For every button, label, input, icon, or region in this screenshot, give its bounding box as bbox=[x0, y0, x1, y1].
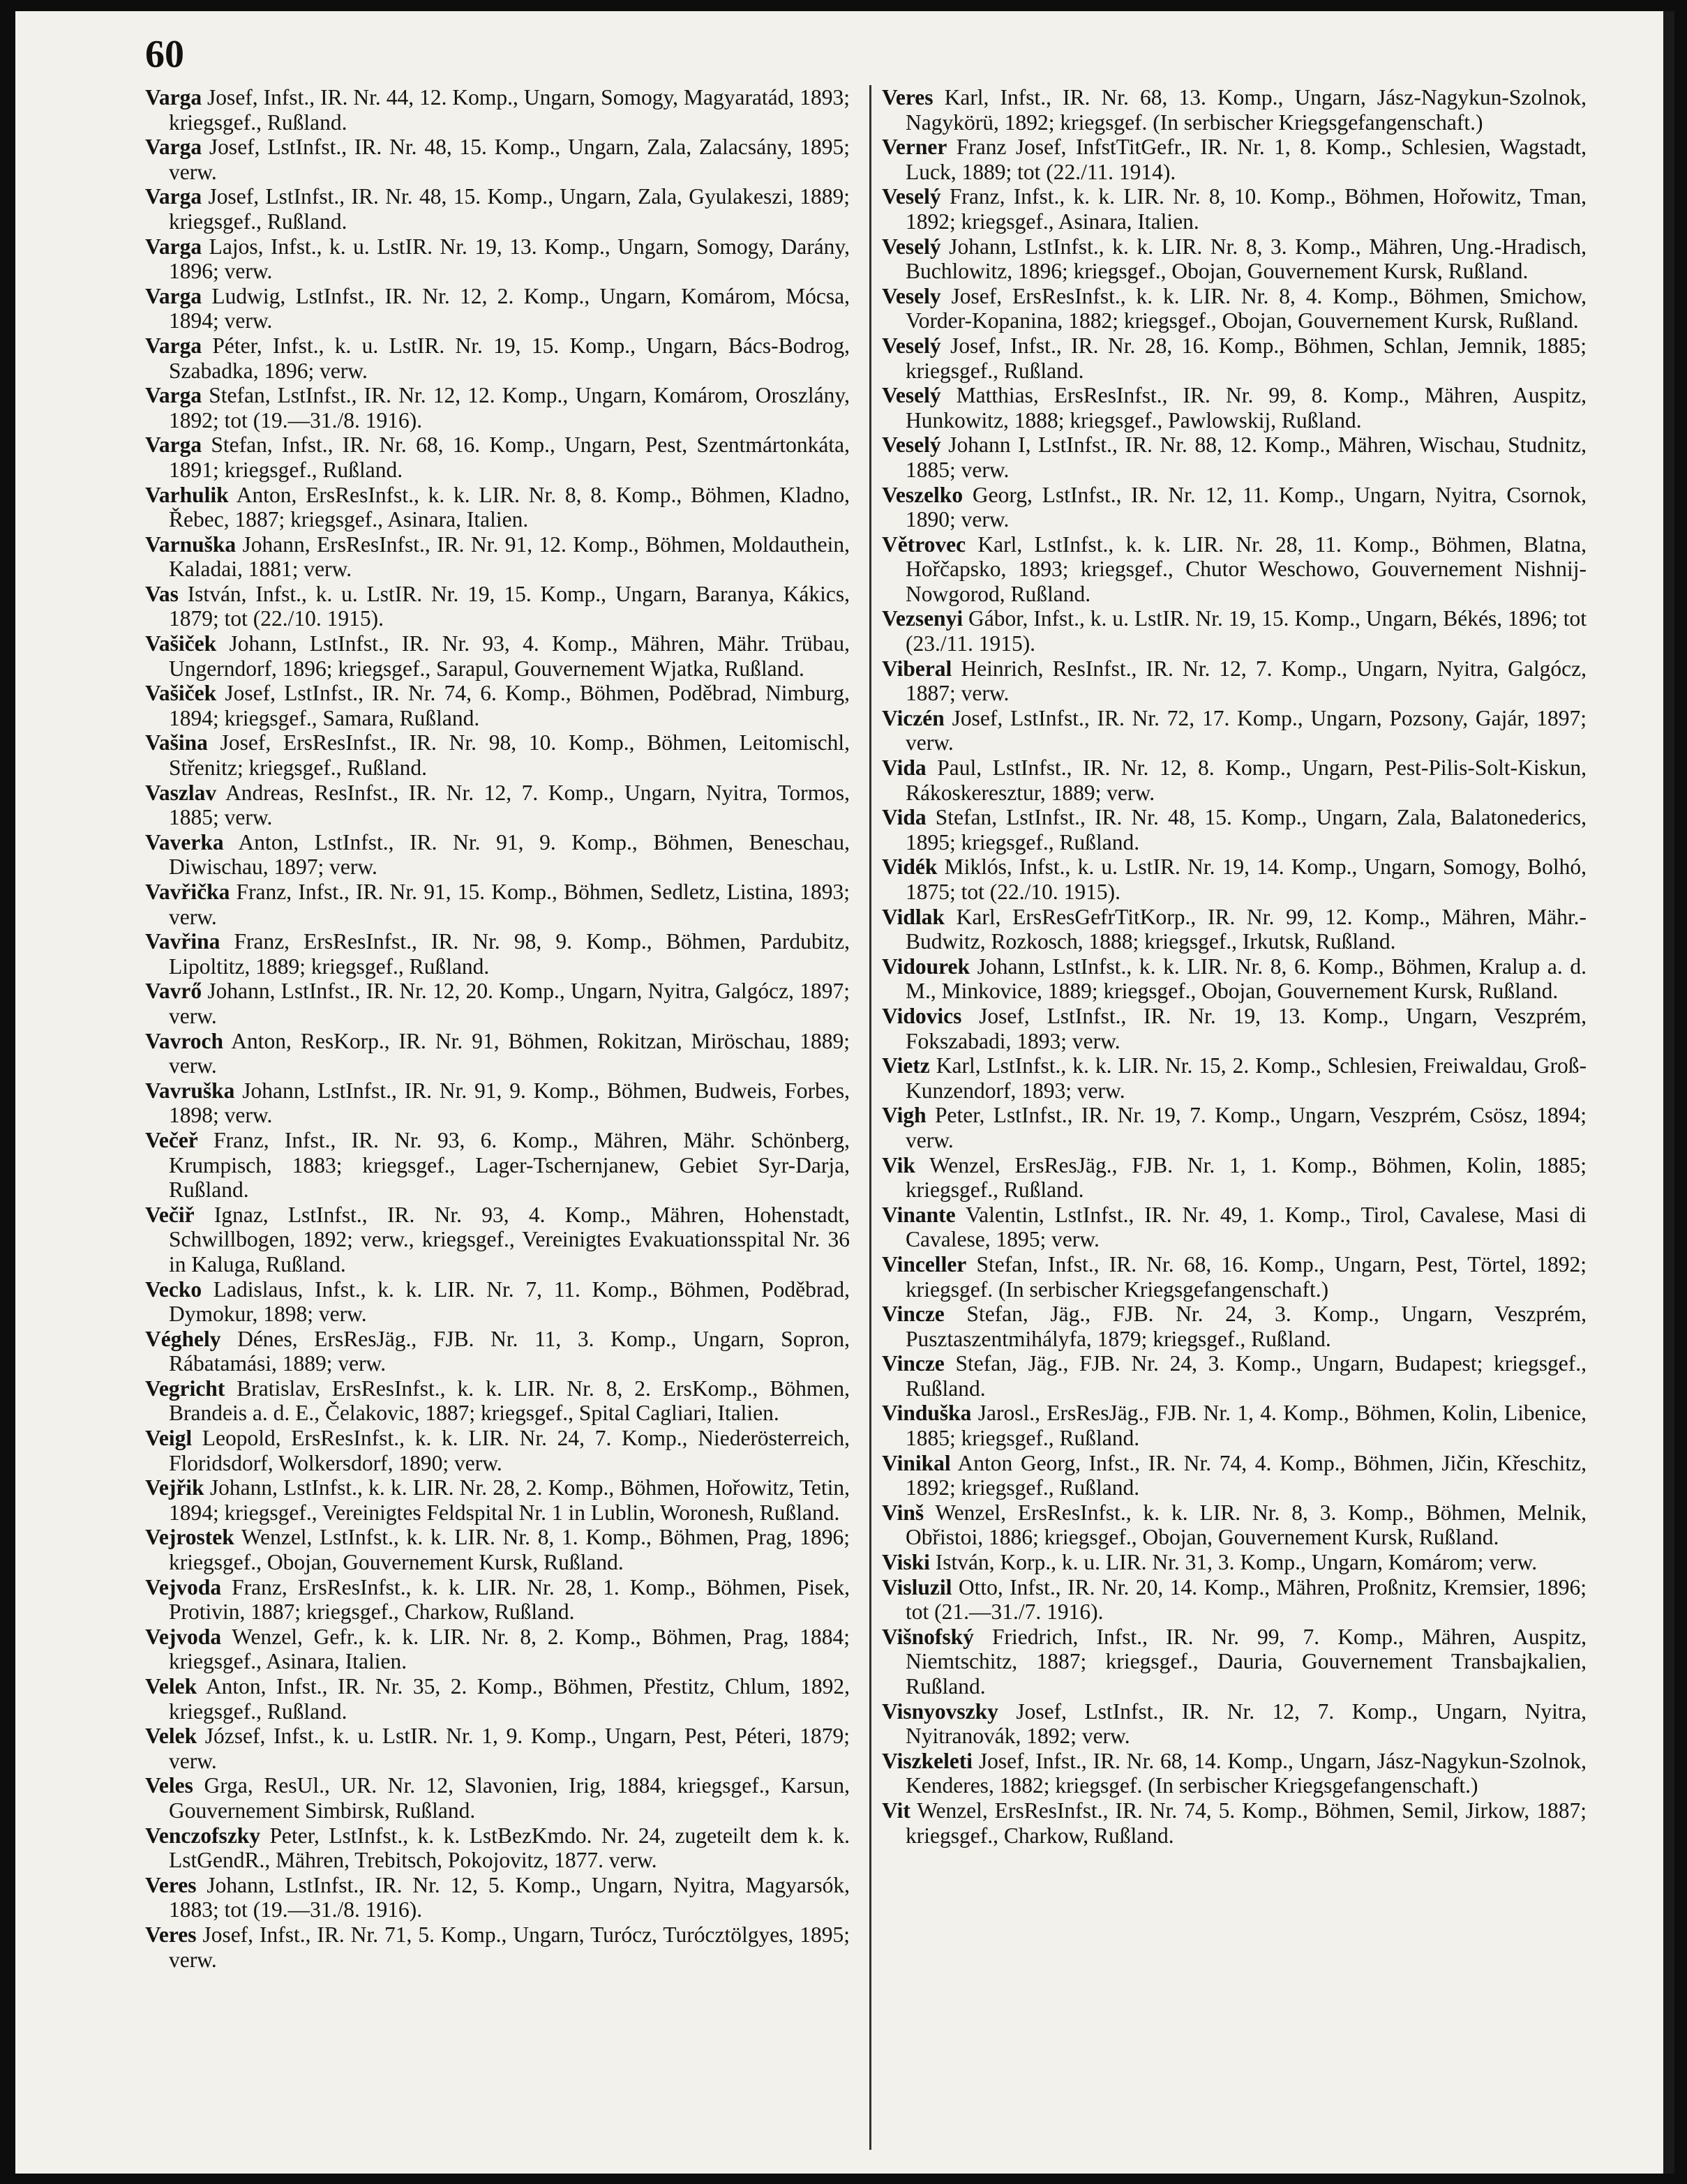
register-entry bbox=[882, 805, 1587, 854]
entry-details: Josef, ErsResInfst., k. k. LIR. Nr. 8, 4. Komp., Böhmen, Smichow, Vorder-Kopanina, 1882; kriegsgef., Obojan, Gouvernement Kursk, Rußland. bbox=[906, 283, 1587, 333]
register-entry bbox=[882, 135, 1587, 184]
entry-surname: Veselý bbox=[882, 184, 941, 209]
entry-details: Paul, LstInfst., IR. Nr. 12, 8. Komp., Ungarn, Pest-Pilis-Solt-Kiskun, Rákoskeresztur, 1889; verw. bbox=[906, 755, 1587, 805]
register-entry bbox=[882, 1103, 1587, 1152]
register-entry bbox=[145, 1674, 850, 1724]
entry-details: Franz, ErsResInfst., k. k. LIR. Nr. 28, 1. Komp., Böhmen, Pisek, Protivin, 1887; kriegsgef., Charkow, Rußland. bbox=[169, 1574, 850, 1625]
register-entry bbox=[145, 333, 850, 383]
entry-surname: Vavřina bbox=[145, 929, 220, 954]
entry-details: Matthias, ErsResInfst., IR. Nr. 99, 8. Komp., Mähren, Auspitz, Hunkowitz, 1888; kriegsgef., Pawlowskij, Rußland. bbox=[906, 383, 1587, 432]
register-entry bbox=[882, 1699, 1587, 1749]
register-entry bbox=[882, 706, 1587, 755]
entry-details: Karl, LstInfst., k. k. LIR. Nr. 15, 2. Komp., Schlesien, Freiwaldau, Groß-Kunzendorf, 1893; verw. bbox=[906, 1053, 1587, 1103]
entry-details: Valentin, LstInfst., IR. Nr. 49, 1. Komp., Tirol, Cavalese, Masi di Cavalese, 1895; verw. bbox=[906, 1202, 1587, 1252]
register-entry bbox=[145, 135, 850, 184]
entry-details: Heinrich, ResInfst., IR. Nr. 12, 7. Komp., Ungarn, Nyitra, Galgócz, 1887; verw. bbox=[906, 656, 1587, 706]
entry-surname: Viberal bbox=[882, 656, 952, 681]
entry-details: Josef, LstInfst., IR. Nr. 74, 6. Komp., Böhmen, Poděbrad, Nimburg, 1894; kriegsgef., Samara, Rußland. bbox=[169, 681, 850, 730]
entry-surname: Vecko bbox=[145, 1276, 202, 1302]
entry-surname: Varga bbox=[145, 432, 202, 458]
entry-surname: Vezsenyi bbox=[882, 606, 964, 631]
entry-surname: Vašina bbox=[145, 730, 208, 755]
entry-details: Grga, ResUl., UR. Nr. 12, Slavonien, Irig, 1884, kriegsgef., Karsun, Gouvernement Simbirsk, Rußland. bbox=[169, 1773, 850, 1823]
entry-surname: Vida bbox=[882, 755, 927, 781]
register-entry bbox=[145, 1922, 850, 1972]
entry-details: Stefan, Jäg., FJB. Nr. 24, 3. Komp., Ungarn, Veszprém, Pusztaszentmihályfa, 1879; kriegsgef., Rußland. bbox=[906, 1302, 1587, 1351]
entry-details: Johann I, LstInfst., IR. Nr. 88, 12. Komp., Mähren, Wischau, Studnitz, 1885; verw. bbox=[906, 432, 1587, 482]
register-entry bbox=[882, 1004, 1587, 1053]
entry-surname: Vidlak bbox=[882, 904, 945, 929]
entry-details: Josef, LstInfst., IR. Nr. 12, 7. Komp., Ungarn, Nyitra, Nyitranovák, 1892; verw. bbox=[906, 1699, 1587, 1749]
entry-details: Josef, LstInfst., IR. Nr. 48, 15. Komp., Ungarn, Zala, Zalacsány, 1895; verw. bbox=[169, 135, 850, 184]
register-entry bbox=[145, 1128, 850, 1203]
entry-surname: Vietz bbox=[882, 1053, 930, 1078]
entry-surname: Veszelko bbox=[882, 482, 964, 507]
entry-surname: Varga bbox=[145, 333, 202, 358]
entry-details: Anton, Infst., IR. Nr. 35, 2. Komp., Böhmen, Přestitz, Chlum, 1892, kriegsgef., Rußland. bbox=[169, 1674, 850, 1724]
entry-surname: Vit bbox=[882, 1798, 910, 1823]
register-entry bbox=[882, 1451, 1587, 1500]
entry-details: Stefan, LstInfst., IR. Nr. 12, 12. Komp., Ungarn, Komárom, Oroszlány, 1892; tot (19.—31./8. 1916). bbox=[169, 383, 850, 432]
entry-surname: Vigh bbox=[882, 1103, 927, 1128]
entry-details: Miklós, Infst., k. u. LstIR. Nr. 19, 14. Komp., Ungarn, Somogy, Bolhó, 1875; tot (22./10. 1915). bbox=[906, 854, 1587, 904]
entry-surname: Varga bbox=[145, 85, 202, 110]
register-entry bbox=[145, 1724, 850, 1773]
entry-details: Gábor, Infst., k. u. LstIR. Nr. 19, 15. Komp., Ungarn, Békés, 1896; tot (23./11. 1915). bbox=[906, 606, 1587, 656]
register-entry bbox=[145, 284, 850, 333]
entry-surname: Varga bbox=[145, 383, 202, 408]
register-entry bbox=[145, 1078, 850, 1128]
register-entry bbox=[145, 184, 850, 234]
register-entry bbox=[145, 1327, 850, 1376]
entry-surname: Višnofský bbox=[882, 1624, 974, 1649]
entry-details: Stefan, Jäg., FJB. Nr. 24, 3. Komp., Ungarn, Budapest; kriegsgef., Rußland. bbox=[906, 1351, 1587, 1401]
entry-surname: Veres bbox=[882, 85, 934, 110]
register-entry bbox=[882, 755, 1587, 805]
register-entry bbox=[145, 1029, 850, 1078]
entry-surname: Veles bbox=[145, 1773, 193, 1798]
entry-details: Jarosl., ErsResJäg., FJB. Nr. 1, 4. Komp., Böhmen, Kolin, Libenice, 1885; kriegsgef., Rußland. bbox=[906, 1401, 1587, 1451]
register-entry bbox=[145, 1426, 850, 1475]
register-entry bbox=[145, 1575, 850, 1625]
register-entry bbox=[882, 85, 1587, 135]
register-entry bbox=[145, 1873, 850, 1922]
register-entry bbox=[882, 1252, 1587, 1302]
entry-surname: Vavruška bbox=[145, 1078, 235, 1103]
entry-surname: Varnuška bbox=[145, 532, 237, 557]
register-entry bbox=[145, 532, 850, 582]
entry-surname: Vašiček bbox=[145, 681, 217, 706]
entry-details: Johann, ErsResInfst., IR. Nr. 91, 12. Komp., Böhmen, Moldauthein, Kaladai, 1881; verw. bbox=[169, 532, 850, 582]
register-entry bbox=[882, 1625, 1587, 1699]
entry-surname: Viski bbox=[882, 1550, 930, 1575]
entry-details: Georg, LstInfst., IR. Nr. 12, 11. Komp., Ungarn, Nyitra, Csornok, 1890; verw. bbox=[906, 482, 1587, 532]
register-entry bbox=[145, 1277, 850, 1327]
entry-details: Josef, LstInfst., IR. Nr. 72, 17. Komp., Ungarn, Pozsony, Gajár, 1897; verw. bbox=[906, 705, 1587, 755]
entry-surname: Varga bbox=[145, 184, 202, 209]
register-entry bbox=[882, 656, 1587, 706]
entry-details: Josef, LstInfst., IR. Nr. 19, 13. Komp., Ungarn, Veszprém, Fokszabadi, 1893; verw. bbox=[906, 1003, 1587, 1053]
entry-surname: Vavroch bbox=[145, 1028, 224, 1053]
entry-details: Stefan, Infst., IR. Nr. 68, 16. Komp., Ungarn, Pest, Szentmártonkáta, 1891; kriegsgef., Rußland. bbox=[169, 432, 850, 482]
entry-surname: Vesely bbox=[882, 283, 941, 308]
entry-details: Lajos, Infst., k. u. LstIR. Nr. 19, 13. Komp., Ungarn, Somogy, Darány, 1896; verw. bbox=[169, 234, 850, 284]
entry-details: Josef, Infst., IR. Nr. 68, 14. Komp., Ungarn, Jász-Nagykun-Szolnok, Kenderes, 1882; kriegsgef. (In serbischer Kriegsgefangenschaft.) bbox=[906, 1748, 1587, 1798]
register-entry bbox=[882, 1550, 1587, 1575]
register-entry bbox=[145, 1823, 850, 1873]
entry-surname: Vaverka bbox=[145, 829, 224, 854]
register-entry bbox=[882, 383, 1587, 432]
entry-surname: Vinante bbox=[882, 1202, 956, 1227]
register-entry bbox=[145, 85, 850, 135]
entry-surname: Visluzil bbox=[882, 1574, 952, 1599]
entry-surname: Vidék bbox=[882, 854, 938, 880]
register-entry bbox=[882, 532, 1587, 607]
entry-details: Wenzel, LstInfst., k. k. LIR. Nr. 8, 1. Komp., Böhmen, Prag, 1896; kriegsgef., Obojan, Gouvernement Kursk, Rußland. bbox=[169, 1525, 850, 1575]
entry-details: Wenzel, ErsResInfst., IR. Nr. 74, 5. Komp., Böhmen, Semil, Jirkow, 1887; kriegsgef., Charkow, Rußland. bbox=[906, 1798, 1587, 1848]
entry-details: József, Infst., k. u. LstIR. Nr. 1, 9. Komp., Ungarn, Pest, Péteri, 1879; verw. bbox=[169, 1724, 850, 1773]
entry-details: Peter, LstInfst., IR. Nr. 19, 7. Komp., Ungarn, Veszprém, Csösz, 1894; verw. bbox=[906, 1103, 1587, 1152]
entry-details: Karl, ErsResGefrTitKorp., IR. Nr. 99, 12. Komp., Mähren, Mähr.-Budwitz, Rozkosch, 1888; kriegsgef., Irkutsk, Rußland. bbox=[906, 904, 1587, 954]
entry-surname: Vinikal bbox=[882, 1450, 951, 1475]
entry-surname: Veselý bbox=[882, 432, 941, 458]
entry-surname: Vejřik bbox=[145, 1475, 204, 1500]
entry-details: Josef, Infst., IR. Nr. 28, 16. Komp., Böhmen, Schlan, Jemnik, 1885; kriegsgef., Rußland. bbox=[906, 333, 1587, 383]
register-entry bbox=[882, 1053, 1587, 1103]
entry-surname: Vidovics bbox=[882, 1003, 962, 1028]
entry-surname: Vincze bbox=[882, 1302, 945, 1327]
entry-surname: Večiř bbox=[145, 1202, 195, 1227]
entry-details: Anton, ErsResInfst., k. k. LIR. Nr. 8, 8. Komp., Böhmen, Kladno, Řebec, 1887; kriegsgef., Asinara, Italien. bbox=[169, 482, 850, 532]
register-entry bbox=[145, 432, 850, 482]
register-entry bbox=[145, 929, 850, 979]
entry-surname: Visnyovszky bbox=[882, 1699, 998, 1724]
entry-details: Franz, Infst., IR. Nr. 93, 6. Komp., Mähren, Mähr. Schönberg, Krumpisch, 1883; kriegsgef., Lager-Tschernjanew, Gebiet Syr-Darja, Rußland. bbox=[169, 1127, 850, 1203]
entry-surname: Vaszlav bbox=[145, 780, 217, 805]
register-entry bbox=[145, 880, 850, 929]
entry-details: Wenzel, Gefr., k. k. LIR. Nr. 8, 2. Komp., Böhmen, Prag, 1884; kriegsgef., Asinara, Italien. bbox=[169, 1624, 850, 1674]
entry-surname: Velek bbox=[145, 1724, 197, 1749]
entry-surname: Verner bbox=[882, 135, 947, 160]
entry-details: Stefan, Infst., IR. Nr. 68, 16. Komp., Ungarn, Pest, Törtel, 1892; kriegsgef. (In serbischer Kriegsgefangenschaft.) bbox=[906, 1251, 1587, 1302]
entry-details: Wenzel, ErsResInfst., k. k. LIR. Nr. 8, 3. Komp., Böhmen, Melnik, Obřistoi, 1886; kriegsgef., Obojan, Gouvernement Kursk, Rußland. bbox=[906, 1500, 1587, 1550]
entry-details: Stefan, LstInfst., IR. Nr. 48, 15. Komp., Ungarn, Zala, Balatonederics, 1895; kriegsgef., Rußland. bbox=[906, 805, 1587, 854]
register-entry bbox=[882, 905, 1587, 954]
entry-details: Karl, Infst., IR. Nr. 68, 13. Komp., Ungarn, Jász-Nagykun-Szolnok, Nagykörü, 1892; kriegsgef. (In serbischer Kriegsgefangenschaft.) bbox=[906, 85, 1587, 135]
entry-details: Josef, LstInfst., IR. Nr. 48, 15. Komp., Ungarn, Zala, Gyulakeszi, 1889; kriegsgef., Rußland. bbox=[169, 184, 850, 234]
entry-surname: Vavřička bbox=[145, 880, 230, 904]
register-entry bbox=[145, 582, 850, 631]
register-entry bbox=[882, 483, 1587, 532]
entry-surname: Veigl bbox=[145, 1426, 193, 1451]
entry-surname: Vejvoda bbox=[145, 1574, 222, 1599]
entry-details: Andreas, ResInfst., IR. Nr. 12, 7. Komp., Ungarn, Nyitra, Tormos, 1885; verw. bbox=[169, 780, 850, 830]
entry-details: Johann, LstInfst., IR. Nr. 93, 4. Komp., Mähren, Mähr. Trübau, Ungerndorf, 1896; kriegsgef., Sarapul, Gouvernement Wjatka, Rußland. bbox=[169, 631, 850, 681]
register-entry bbox=[145, 1376, 850, 1426]
register-entry bbox=[882, 606, 1587, 656]
page-number: 60 bbox=[145, 33, 184, 76]
entry-surname: Vejvoda bbox=[145, 1624, 222, 1649]
register-entry bbox=[882, 234, 1587, 284]
entry-details: Anton, LstInfst., IR. Nr. 91, 9. Komp., Böhmen, Beneschau, Diwischau, 1897; verw. bbox=[169, 829, 850, 880]
entry-details: Johann, LstInfst., IR. Nr. 12, 5. Komp., Ungarn, Nyitra, Magyarsók, 1883; tot (19.—31./8. 1916). bbox=[169, 1872, 850, 1922]
entry-surname: Varga bbox=[145, 135, 202, 160]
entry-surname: Veres bbox=[145, 1872, 197, 1897]
entry-details: Johann, LstInfst., IR. Nr. 12, 20. Komp., Ungarn, Nyitra, Galgócz, 1897; verw. bbox=[169, 979, 850, 1028]
register-entry bbox=[145, 483, 850, 532]
entry-details: Karl, LstInfst., k. k. LIR. Nr. 28, 11. Komp., Böhmen, Blatna, Hořčapsko, 1893; kriegsgef., Chutor Weschowo, Gouvernement Nishnij-Nowgorod, Rußland. bbox=[906, 532, 1587, 606]
entry-surname: Véghely bbox=[145, 1326, 221, 1351]
entry-surname: Vegricht bbox=[145, 1376, 225, 1401]
entry-details: Josef, ErsResInfst., IR. Nr. 98, 10. Komp., Böhmen, Leitomischl, Střenitz; kriegsgef., Rußland. bbox=[169, 730, 850, 781]
scanned-page bbox=[15, 11, 1674, 2174]
entry-details: Josef, Infst., IR. Nr. 44, 12. Komp., Ungarn, Somogy, Magyaratád, 1893; kriegsgef., Rußland. bbox=[169, 85, 850, 135]
entry-details: Johann, LstInfst., k. k. LIR. Nr. 28, 2. Komp., Böhmen, Hořowitz, Tetin, 1894; kriegsgef., Vereinigtes Feldspital Nr. 1 in Lublin, Woronesh, Rußland. bbox=[169, 1475, 850, 1525]
entry-surname: Vida bbox=[882, 805, 927, 830]
register-entry bbox=[145, 234, 850, 284]
register-entry bbox=[882, 1575, 1587, 1625]
register-entry bbox=[145, 979, 850, 1028]
entry-surname: Varga bbox=[145, 234, 202, 259]
entry-details: Josef, Infst., IR. Nr. 71, 5. Komp., Ungarn, Turócz, Turócztölgyes, 1895; verw. bbox=[169, 1922, 850, 1972]
entry-surname: Vejrostek bbox=[145, 1525, 234, 1550]
entry-details: Johann, LstInfst., IR. Nr. 91, 9. Komp., Böhmen, Budweis, Forbes, 1898; verw. bbox=[169, 1078, 850, 1128]
register-entry bbox=[882, 1749, 1587, 1798]
entry-surname: Viszkeleti bbox=[882, 1748, 973, 1773]
entry-surname: Vašiček bbox=[145, 631, 217, 656]
entry-surname: Veselý bbox=[882, 234, 941, 259]
register-entry bbox=[882, 1500, 1587, 1550]
entry-details: Ludwig, LstInfst., IR. Nr. 12, 2. Komp., Ungarn, Komárom, Mócsa, 1894; verw. bbox=[169, 283, 850, 333]
entry-surname: Vas bbox=[145, 581, 179, 606]
register-entry bbox=[145, 1773, 850, 1823]
entry-surname: Viczén bbox=[882, 705, 945, 730]
page-edge-shadow bbox=[1663, 11, 1674, 2174]
entry-details: Anton, ResKorp., IR. Nr. 91, Böhmen, Rokitzan, Miröschau, 1889; verw. bbox=[169, 1028, 850, 1078]
entry-surname: Vinceller bbox=[882, 1251, 967, 1276]
entry-details: Franz Josef, InfstTitGefr., IR. Nr. 1, 8. Komp., Schlesien, Wagstadt, Luck, 1889; tot (22./11. 1914). bbox=[906, 135, 1587, 184]
left-column bbox=[145, 85, 850, 1972]
register-entry bbox=[882, 432, 1587, 482]
entry-surname: Venczofszky bbox=[145, 1823, 261, 1848]
entry-details: Dénes, ErsResJäg., FJB. Nr. 11, 3. Komp., Ungarn, Sopron, Rábatamási, 1889; verw. bbox=[169, 1326, 850, 1376]
column-divider bbox=[869, 85, 871, 2150]
entry-details: Wenzel, ErsResJäg., FJB. Nr. 1, 1. Komp., Böhmen, Kolin, 1885; kriegsgef., Rußland. bbox=[906, 1152, 1587, 1203]
register-entry bbox=[882, 854, 1587, 904]
register-entry bbox=[882, 1153, 1587, 1203]
entry-surname: Veres bbox=[145, 1922, 197, 1947]
register-entry bbox=[882, 1401, 1587, 1450]
entry-surname: Varga bbox=[145, 283, 202, 308]
register-entry bbox=[882, 184, 1587, 234]
entry-details: Franz, Infst., k. k. LIR. Nr. 8, 10. Komp., Böhmen, Hořowitz, Tman, 1892; kriegsgef., Asinara, Italien. bbox=[906, 184, 1587, 234]
entry-details: Bratislav, ErsResInfst., k. k. LIR. Nr. 8, 2. ErsKomp., Böhmen, Brandeis a. d. E., Čelakovic, 1887; kriegsgef., Spital Cagliari, Italien. bbox=[169, 1376, 850, 1426]
entry-details: Otto, Infst., IR. Nr. 20, 14. Komp., Mähren, Proßnitz, Kremsier, 1896; tot (21.—31./7. 1916). bbox=[906, 1574, 1587, 1625]
register-entry bbox=[882, 284, 1587, 333]
entry-details: Leopold, ErsResInfst., k. k. LIR. Nr. 24, 7. Komp., Niederösterreich, Floridsdorf, Wolkersdorf, 1890; verw. bbox=[169, 1426, 850, 1475]
register-entry bbox=[882, 333, 1587, 383]
entry-details: Anton Georg, Infst., IR. Nr. 74, 4. Komp., Böhmen, Jičin, Křeschitz, 1892; kriegsgef., Rußland. bbox=[906, 1450, 1587, 1500]
register-entry bbox=[882, 954, 1587, 1004]
entry-details: Franz, Infst., IR. Nr. 91, 15. Komp., Böhmen, Sedletz, Listina, 1893; verw. bbox=[169, 880, 850, 929]
register-entry bbox=[145, 681, 850, 730]
entry-surname: Veselý bbox=[882, 333, 941, 358]
entry-surname: Vik bbox=[882, 1152, 915, 1177]
entry-surname: Varhulik bbox=[145, 482, 229, 507]
entry-surname: Vincze bbox=[882, 1351, 945, 1376]
register-entry bbox=[882, 1302, 1587, 1351]
entry-details: Ignaz, LstInfst., IR. Nr. 93, 4. Komp., Mähren, Hohenstadt, Schwillbogen, 1892; verw., kriegsgef., Vereinigtes Evakuationsspital Nr. 36 in Kaluga, Rußland. bbox=[169, 1202, 850, 1276]
register-entry bbox=[145, 1475, 850, 1525]
register-entry bbox=[145, 730, 850, 780]
entry-details: Peter, LstInfst., k. k. LstBezKmdo. Nr. 24, zugeteilt dem k. k. LstGendR., Mähren, Trebitsch, Pokojovitz, 1877. verw. bbox=[169, 1823, 850, 1873]
entry-details: István, Infst., k. u. LstIR. Nr. 19, 15. Komp., Ungarn, Baranya, Kákics, 1879; tot (22./10. 1915). bbox=[169, 581, 850, 631]
register-entry bbox=[145, 1203, 850, 1277]
register-entry bbox=[882, 1798, 1587, 1848]
entry-surname: Vinš bbox=[882, 1500, 924, 1525]
entry-details: Franz, ErsResInfst., IR. Nr. 98, 9. Komp., Böhmen, Pardubitz, Lipoltitz, 1889; kriegsgef., Rußland. bbox=[169, 929, 850, 979]
entry-details: Ladislaus, Infst., k. k. LIR. Nr. 7, 11. Komp., Böhmen, Poděbrad, Dymokur, 1898; verw. bbox=[169, 1276, 850, 1327]
register-entry bbox=[882, 1351, 1587, 1401]
register-entry bbox=[882, 1203, 1587, 1252]
entry-surname: Veselý bbox=[882, 383, 941, 408]
register-entry bbox=[145, 631, 850, 681]
register-entry bbox=[145, 383, 850, 432]
right-column bbox=[882, 85, 1587, 1848]
register-entry bbox=[145, 1525, 850, 1574]
register-entry bbox=[145, 830, 850, 880]
entry-surname: Vinduška bbox=[882, 1401, 972, 1426]
entry-surname: Večeř bbox=[145, 1127, 198, 1152]
entry-details: Friedrich, Infst., IR. Nr. 99, 7. Komp., Mähren, Auspitz, Niemtschitz, 1887; kriegsgef., Dauria, Gouvernement Transbajkalien, Rußland. bbox=[906, 1624, 1587, 1699]
register-entry bbox=[145, 1625, 850, 1674]
entry-details: Johann, LstInfst., k. k. LIR. Nr. 8, 3. Komp., Mähren, Ung.-Hradisch, Buchlowitz, 1896; kriegsgef., Obojan, Gouvernement Kursk, Rußland. bbox=[906, 234, 1587, 284]
entry-surname: Vavrő bbox=[145, 979, 202, 1004]
entry-details: Johann, LstInfst., k. k. LIR. Nr. 8, 6. Komp., Böhmen, Kralup a. d. M., Minkovice, 1889; kriegsgef., Obojan, Gouvernement Kursk, Rußland. bbox=[906, 954, 1587, 1004]
register-entry bbox=[145, 781, 850, 830]
entry-surname: Vidourek bbox=[882, 954, 970, 979]
entry-details: Péter, Infst., k. u. LstIR. Nr. 19, 15. Komp., Ungarn, Bács-Bodrog, Szabadka, 1896; verw. bbox=[169, 333, 850, 383]
entry-details: István, Korp., k. u. LIR. Nr. 31, 3. Komp., Ungarn, Komárom; verw. bbox=[929, 1550, 1538, 1575]
entry-surname: Velek bbox=[145, 1674, 197, 1699]
entry-surname: Větrovec bbox=[882, 532, 966, 557]
